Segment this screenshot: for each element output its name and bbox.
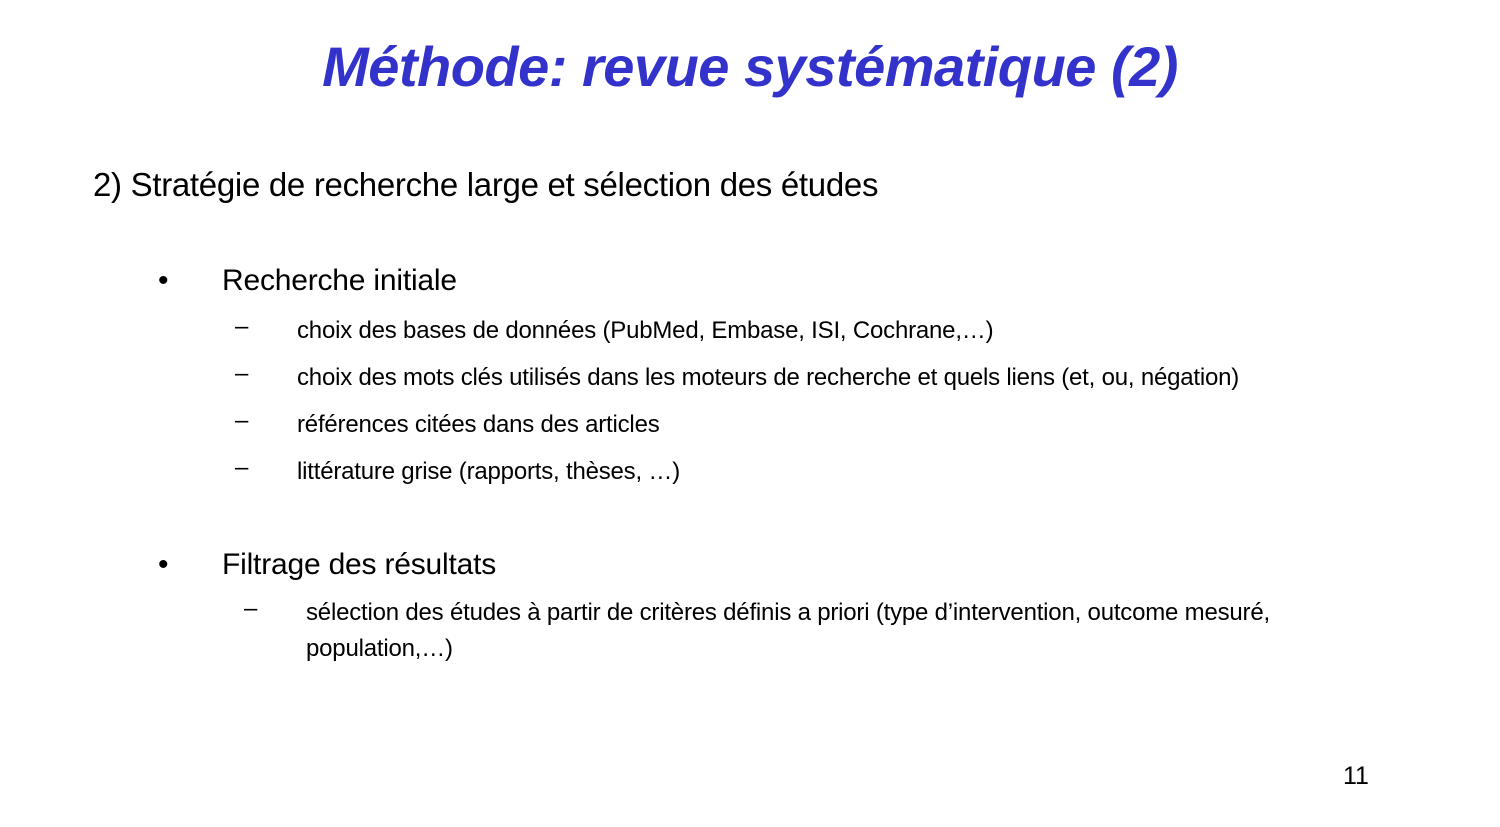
dash-icon: – <box>235 360 249 387</box>
sub-item-text: choix des bases de données (PubMed, Embase, ISI, Cochrane,…) <box>297 317 994 344</box>
dash-icon: – <box>235 454 249 481</box>
dash-icon: – <box>244 595 258 622</box>
sub-item-text: références citées dans des articles <box>297 411 660 438</box>
sub-item-text: sélection des études à partir de critères définis a priori (type d’intervention, outcome mesuré, population,…) <box>306 599 1270 662</box>
dash-icon: – <box>235 313 249 340</box>
bullet-label: Recherche initiale <box>222 264 457 297</box>
bullet-icon: • <box>158 264 169 297</box>
section-heading: 2) Stratégie de recherche large et sélection des études <box>93 166 879 203</box>
page-number: 11 <box>1343 762 1369 790</box>
dash-icon: – <box>235 407 249 434</box>
slide-title: Méthode: revue systématique (2) <box>322 35 1178 98</box>
sub-item-text: choix des mots clés utilisés dans les moteurs de recherche et quels liens (et, ou, négation) <box>297 364 1240 391</box>
bullet-icon: • <box>158 548 169 581</box>
bullet-label: Filtrage des résultats <box>222 548 497 581</box>
sub-item-text: littérature grise (rapports, thèses, …) <box>297 458 681 485</box>
